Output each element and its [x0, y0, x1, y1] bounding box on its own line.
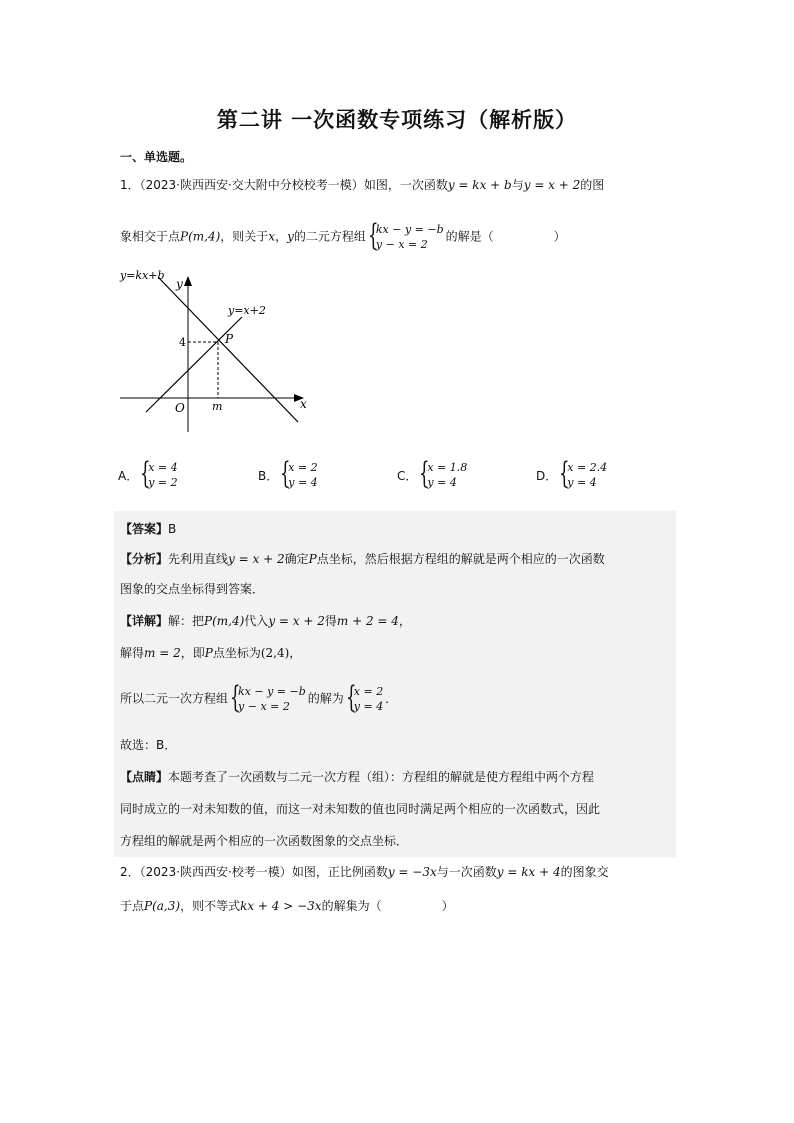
q2-number: 2． — [120, 865, 140, 879]
detail-formula: (2,4) — [260, 646, 290, 660]
label-kx-b: y=kx+b — [120, 269, 165, 282]
q1-text: 与 — [511, 178, 524, 192]
detail-solution: { x = 2 y = 4 — [345, 680, 384, 715]
option-letter: D． — [536, 468, 558, 483]
detail-text: 解得 — [120, 646, 145, 660]
sys-row: y = 4 — [567, 476, 597, 489]
detail-system: { kx − y = −b y − x = 2 — [230, 680, 306, 715]
detail-text: ， — [398, 614, 411, 628]
answer-line — [120, 521, 176, 537]
sys-row: y − x = 2 — [375, 238, 428, 251]
detail-text: ． — [385, 691, 398, 706]
q2-text: 于点 — [120, 899, 145, 913]
analysis-text: 图象的交点坐标得到答案． — [120, 582, 265, 596]
analysis-line-1 — [120, 551, 605, 567]
q1-text: 如图，一次函数 — [363, 178, 448, 192]
sys-row: kx − y = −b — [375, 223, 444, 236]
note-text: 方程组的解就是两个相应的一次函数图象的交点坐标． — [120, 834, 409, 848]
q2-formula-1: y = −3x — [387, 865, 437, 879]
tick-label-4: 4 — [179, 336, 186, 349]
detail-line-2 — [120, 645, 301, 661]
detail-formula: m + 2 = 4 — [336, 614, 399, 628]
note-tag: 【点睛】 — [120, 770, 169, 784]
sys-row: x = 4 — [148, 461, 178, 474]
q1-var-y: y — [287, 229, 294, 244]
answer-value: B — [168, 522, 177, 536]
q1-line-2 — [120, 218, 566, 253]
sys-row: x = 2 — [353, 685, 384, 698]
detail-point: P(m,4) — [204, 614, 245, 628]
sys-row: kx − y = −b — [238, 685, 306, 698]
origin-label: O — [175, 401, 185, 415]
option-system: { x = 2.4 y = 4 — [559, 456, 608, 491]
sys-row: y = 4 — [288, 476, 318, 489]
q1-text: ， — [275, 229, 288, 244]
option-letter: B． — [258, 468, 279, 483]
q1-number: 1． — [120, 178, 140, 192]
y-axis-label: y — [176, 277, 183, 291]
q1-line-1 — [120, 177, 604, 193]
note-line-3 — [120, 833, 408, 849]
detail-text: ，即 — [180, 646, 205, 660]
select-line — [120, 737, 176, 753]
q2-point: P(a,3) — [144, 899, 181, 913]
analysis-line-2 — [120, 581, 264, 597]
q1-point: P(m,4) — [180, 229, 221, 244]
detail-point: P — [204, 646, 213, 660]
option-letter: C． — [397, 468, 418, 483]
q1-text: 的图 — [580, 178, 605, 192]
detail-text: 点坐标为 — [212, 646, 261, 660]
q1-formula-2: y = x + 2 — [523, 178, 581, 192]
option-system: { x = 1.8 y = 4 — [419, 456, 468, 491]
sys-row: y = 4 — [353, 700, 384, 713]
detail-text: 的解为 — [307, 691, 344, 706]
sys-row: y − x = 2 — [238, 700, 290, 713]
function-graph — [118, 262, 308, 442]
page-title: 第二讲 一次函数专项练习（解析版） — [216, 108, 578, 132]
detail-text: 所以二元一次方程组 — [120, 691, 229, 706]
analysis-tag: 【分析】 — [120, 552, 169, 566]
note-text: 同时成立的一对未知数的值，而这一对未知数的值也同时满足两个相应的一次函数式，因此 — [120, 802, 601, 816]
option-system: { x = 4 y = 2 — [140, 456, 178, 491]
option-system: { x = 2 y = 4 — [280, 456, 318, 491]
option-a[interactable] — [118, 456, 180, 491]
q2-text: 如图，正比例函数 — [291, 865, 388, 879]
analysis-text: 点坐标，然后根据方程组的解就是两个相应的一次函数 — [316, 552, 605, 566]
detail-text: ， — [289, 646, 302, 660]
q1-source: （2023·陕西西安·交大附中分校校考一模） — [139, 178, 364, 192]
detail-formula: m = 2 — [144, 646, 181, 660]
sys-row: x = 1.8 — [427, 461, 468, 474]
q1-text: ） — [553, 229, 566, 244]
q1-text: ，则关于 — [220, 229, 269, 244]
answer-tag: 【答案】 — [120, 522, 169, 536]
q1-text: 象相交于点 — [120, 229, 181, 244]
y-axis-arrow-icon — [184, 276, 192, 286]
detail-text: 解：把 — [168, 614, 205, 628]
detail-formula: y = x + 2 — [268, 614, 325, 628]
detail-tag: 【详解】 — [120, 614, 169, 628]
q2-text: 与一次函数 — [436, 865, 497, 879]
sys-row: y = 2 — [148, 476, 178, 489]
sys-row: y = 4 — [427, 476, 457, 489]
select-text: 故选：B． — [120, 738, 177, 752]
q2-line-1 — [120, 864, 609, 880]
q1-text: 的二元方程组 — [293, 229, 366, 244]
q1-equation-system: { kx − y = −b y − x = 2 — [367, 218, 444, 253]
analysis-text: 先利用直线 — [168, 552, 229, 566]
note-line-2 — [120, 801, 600, 817]
option-b[interactable] — [258, 456, 320, 491]
analysis-formula: y = x + 2 — [228, 552, 285, 566]
sys-row: x = 2 — [288, 461, 318, 474]
detail-line-1 — [120, 613, 411, 629]
q2-text: 的解集为（ — [321, 899, 382, 913]
note-line-1 — [120, 769, 594, 785]
q2-text: ，则不等式 — [180, 899, 241, 913]
tick-label-m: m — [212, 400, 223, 413]
section-heading: 一、单选题。 — [120, 150, 193, 164]
q1-var-x: x — [268, 229, 276, 244]
detail-text: 得 — [324, 614, 337, 628]
q2-source: （2023·陕西西安·校考一模） — [139, 865, 292, 879]
q1-formula-1: y = kx + b — [447, 178, 512, 192]
option-letter: A． — [118, 468, 139, 483]
label-x-plus-2: y=x+2 — [228, 304, 266, 317]
detail-text: 代入 — [244, 614, 269, 628]
q2-text: ） — [441, 899, 454, 913]
note-text: 本题考查了一次函数与二元一次方程（组）：方程组的解就是使方程组中两个方程 — [168, 770, 595, 784]
sys-row: x = 2.4 — [567, 461, 608, 474]
x-axis-label: x — [300, 397, 307, 411]
q2-inequality: kx + 4 > −3x — [240, 899, 322, 913]
q1-text: 的解是（ — [445, 229, 494, 244]
analysis-text: 确定 — [284, 552, 309, 566]
q2-line-2 — [120, 898, 454, 914]
option-d[interactable] — [536, 456, 609, 491]
q2-formula-2: y = kx + 4 — [496, 865, 561, 879]
detail-line-3 — [120, 680, 398, 715]
q2-text: 的图象交 — [560, 865, 609, 879]
option-c[interactable] — [397, 456, 469, 491]
point-label: P — [225, 332, 234, 346]
analysis-point: P — [308, 552, 317, 566]
